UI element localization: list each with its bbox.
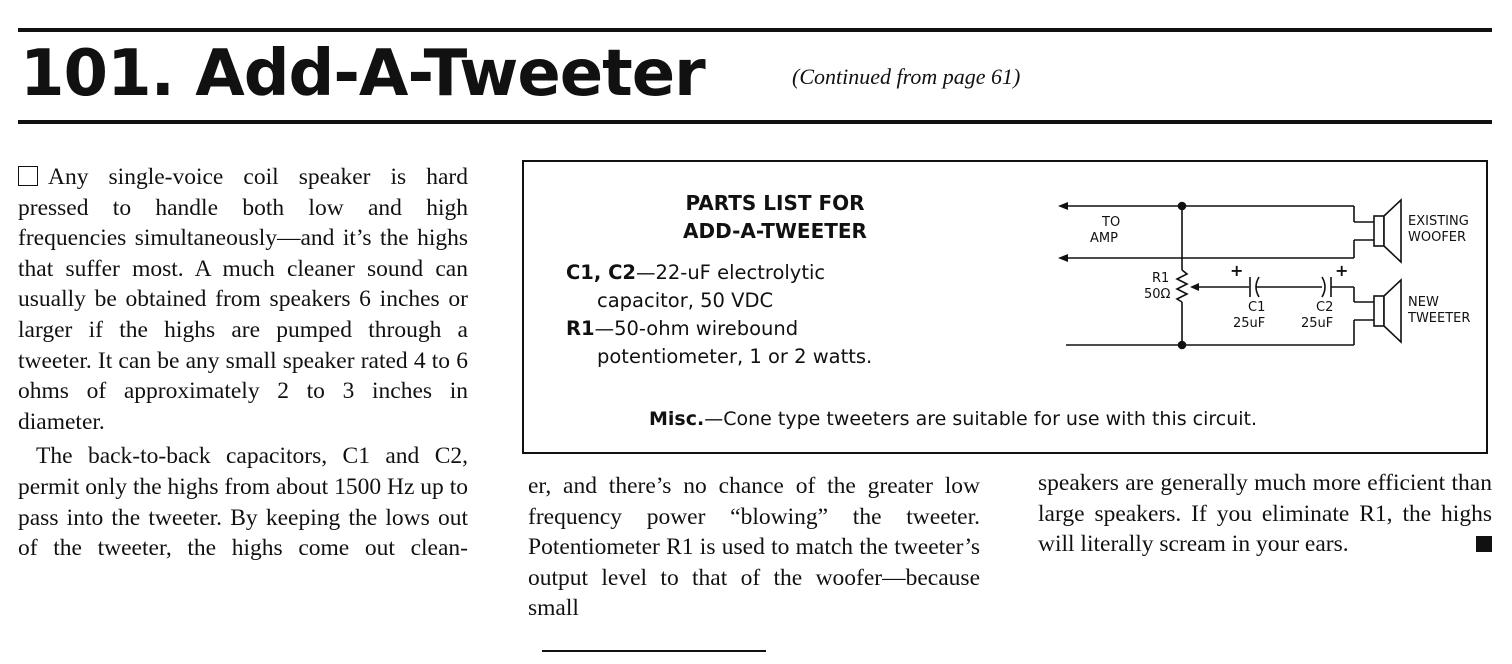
- part-desc-continued: capacitor, 50 VDC: [597, 289, 774, 312]
- article-paragraph-1: [18, 162, 468, 437]
- paragraph-1-text: Any single-voice coil speaker is hard pressed to handle both low and high frequencies simultaneously—and it’s the highs that suffer most. A much cleaner sound can usually be obtained from speakers 6 inches or larger if the highs are pumped through a tweeter. It can be any small speaker rated 4 to 6 ohms of approximately 2 to 3 inches in diameter.: [18, 164, 468, 435]
- middle-arrow-icon: [1058, 254, 1068, 262]
- circuit-schematic: [1054, 182, 1474, 362]
- misc-text: —Cone type tweeters are suitable for use with this circuit.: [704, 408, 1258, 430]
- c1-plus: +: [1230, 261, 1244, 280]
- c1-label: C1: [1248, 300, 1266, 315]
- paragraph-4-text: speakers are generally much more efficient than large speakers. If you eliminate R1, the highs will literally scream in your ears.: [1038, 470, 1492, 558]
- continued-note: (Continued from page 61): [792, 64, 1021, 89]
- article-paragraph-2: The back-to-back capacitors, C1 and C2, permit only the highs from about 1500 Hz up to pass into the tweeter. By keeping the lows out of the tweeter, the highs come out clean-: [18, 443, 468, 562]
- part-desc-continued: potentiometer, 1 or 2 watts.: [597, 345, 873, 368]
- c2-plate-curved: [1322, 277, 1325, 297]
- part-desc: —50-ohm wirebound: [594, 317, 799, 340]
- article-column-2: [528, 471, 980, 624]
- parts-title-line-2: ADD-A-TWEETER: [683, 219, 867, 243]
- r1-label: R1: [1152, 271, 1170, 286]
- tweeter-label: TWEETER: [1408, 311, 1471, 326]
- tweeter-speaker-icon: [1374, 296, 1384, 326]
- top-rule: [18, 28, 1492, 32]
- tweeter-label: NEW: [1408, 295, 1439, 310]
- woofer-label: EXISTING: [1408, 214, 1469, 229]
- part-desc: —22-uF electrolytic: [635, 261, 826, 284]
- end-mark-icon: [1476, 536, 1492, 552]
- parts-list: [566, 259, 872, 371]
- article-column-3: [1038, 468, 1492, 560]
- part-item-c1-c2: [566, 259, 872, 287]
- c1-value: 25uF: [1233, 316, 1266, 331]
- misc-note: [649, 408, 1257, 430]
- parts-list-title: [634, 189, 916, 245]
- top-arrow-icon: [1058, 202, 1068, 210]
- article-paragraph-4: [1038, 468, 1492, 560]
- part-item-r1: [566, 315, 872, 343]
- article-paragraph-3: er, and there’s no chance of the greater low frequency power “blowing” the tweeter. Potentiometer R1 is used to match the tweeter’s output level to that of the woofer—because small: [528, 473, 980, 622]
- title-rule: [18, 120, 1492, 124]
- to-amp-label: TO: [1102, 215, 1121, 230]
- checkbox-icon: [18, 166, 38, 186]
- parts-list-box: [522, 160, 1488, 454]
- woofer-label: WOOFER: [1408, 230, 1467, 245]
- r1-value: 50Ω: [1144, 287, 1171, 302]
- parts-title-line-1: PARTS LIST FOR: [685, 191, 865, 215]
- c2-value: 25uF: [1301, 316, 1334, 331]
- page-title: 101. Add-A-Tweeter: [20, 37, 705, 111]
- c2-label: C2: [1316, 300, 1334, 315]
- part-ref: C1, C2: [566, 261, 636, 284]
- c2-plus: +: [1335, 261, 1349, 280]
- footer-rule: [542, 650, 766, 652]
- to-amp-label: AMP: [1090, 231, 1118, 246]
- wiper-arrow-icon: [1190, 283, 1199, 291]
- article-column-1: [18, 162, 468, 564]
- woofer-speaker-icon: [1374, 216, 1384, 246]
- r1-resistor-icon: [1177, 270, 1187, 302]
- misc-label: Misc.: [649, 408, 705, 430]
- part-ref: R1: [566, 317, 595, 340]
